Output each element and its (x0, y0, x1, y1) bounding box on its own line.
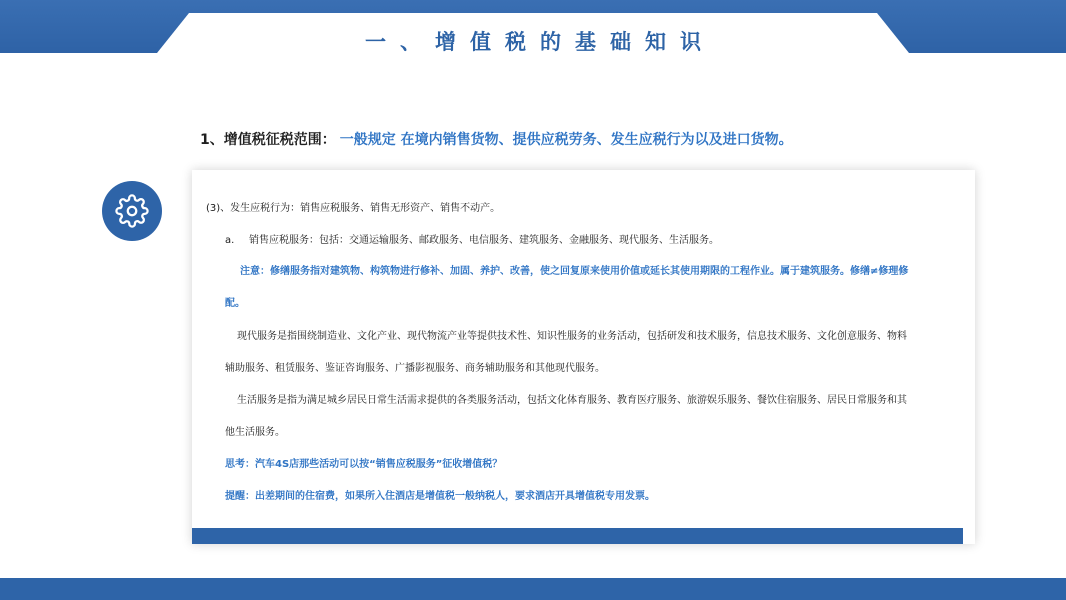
content-card (192, 170, 975, 544)
modern-service-line-2: 辅助服务、租赁服务、鉴证咨询服务、广播影视服务、商务辅助服务和其他现代服务。 (225, 363, 605, 374)
note-line-1: 注意：修缮服务指对建筑物、构筑物进行修补、加固、养护、改善，使之回复原来使用价值或延长其使用期限的工程作业。属于建筑服务。修缮≠修理修 (240, 266, 909, 277)
footer-band (0, 578, 1066, 600)
life-service-line-2: 他生活服务。 (225, 427, 285, 438)
item-a-text: 销售应税服务：包括：交通运输服务、邮政服务、电信服务、建筑服务、金融服务、现代服务、生活服务。 (249, 235, 719, 246)
gear-icon (115, 194, 149, 228)
item-a-marker: a. (225, 235, 235, 246)
think-question: 思考：汽车4S店那些活动可以按“销售应税服务”征收增值税？ (225, 459, 503, 470)
scope-text: 一般规定 在境内销售货物、提供应税劳务、发生应税行为以及进口货物。 (339, 132, 793, 148)
note-line-2: 配。 (225, 298, 245, 309)
gear-badge (102, 181, 162, 241)
reminder-text: 提醒：出差期间的住宿费，如果所入住酒店是增值税一般纳税人，要求酒店开具增值税专用发票。 (225, 491, 655, 502)
life-service-line-1: 生活服务是指为满足城乡居民日常生活需求提供的各类服务活动，包括文化体育服务、教育医疗服务、旅游娱乐服务、餐饮住宿服务、居民日常服务和其 (237, 395, 907, 406)
scope-heading (200, 130, 793, 150)
item-a (225, 234, 719, 248)
item-3-text: (3)、发生应税行为：销售应税服务、销售无形资产、销售不动产。 (206, 203, 501, 214)
scope-label: 1、增值税征税范围： (200, 132, 336, 148)
card-footer-bar (192, 528, 963, 544)
page-title: 一、增值税的基础知识 (365, 30, 715, 54)
modern-service-line-1: 现代服务是指围绕制造业、文化产业、现代物流产业等提供技术性、知识性服务的业务活动，包括研发和技术服务，信息技术服务、文化创意服务、物料 (237, 331, 907, 342)
